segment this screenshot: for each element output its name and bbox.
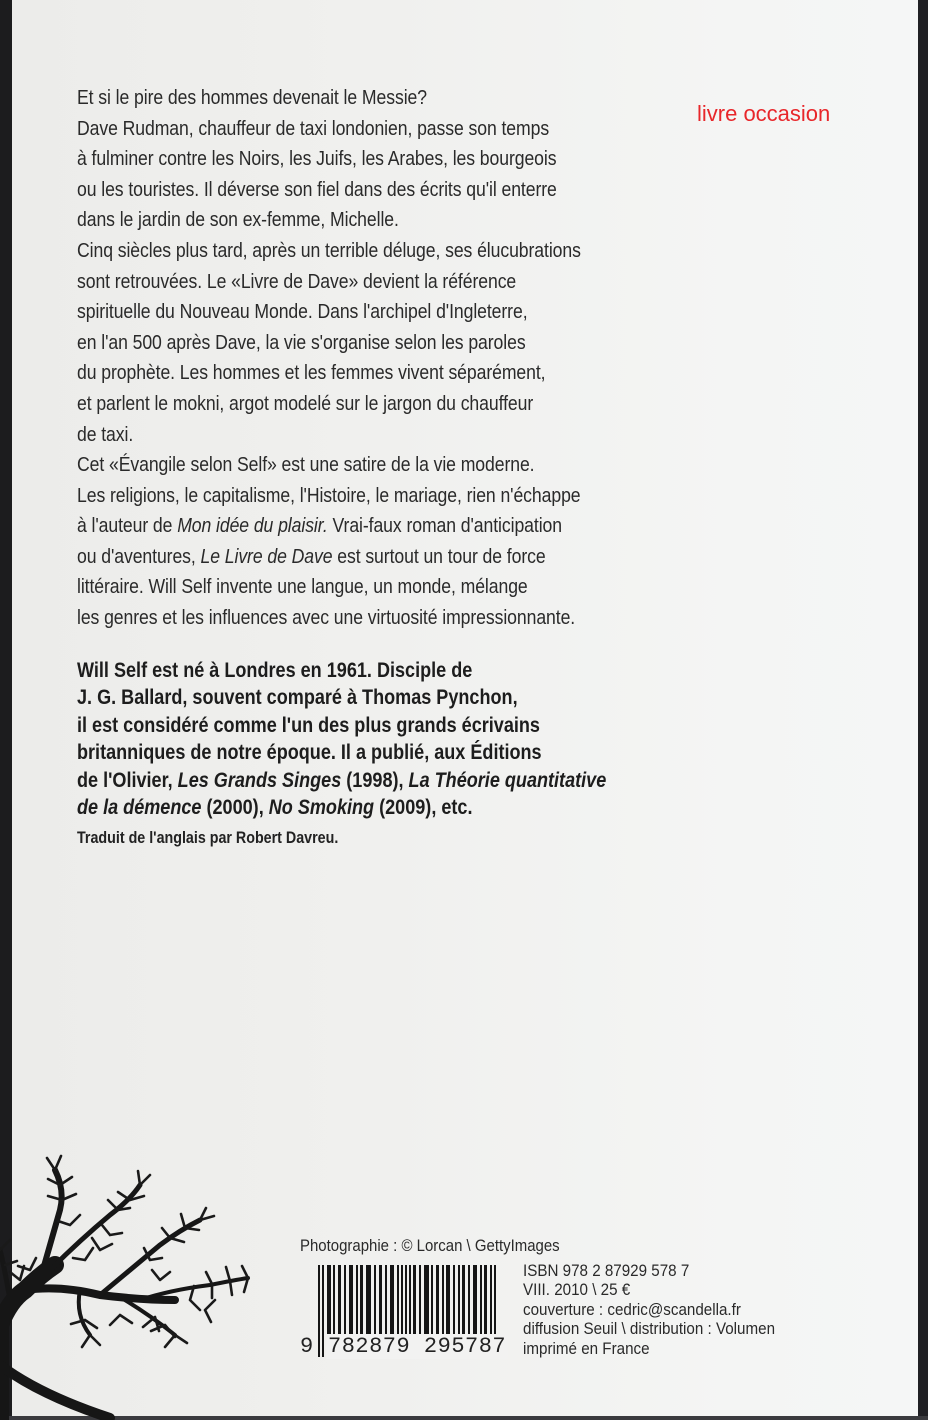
printed-in: imprimé en France xyxy=(523,1339,650,1358)
blurb-line: Cet «Évangile selon Self» est une satire de la vie moderne. xyxy=(77,453,535,476)
cover-credit: couverture : cedric@scandella.fr xyxy=(523,1300,741,1319)
publication-info xyxy=(523,1262,775,1359)
text-run: ou d'aventures, xyxy=(77,544,201,568)
blurb-line xyxy=(77,511,581,542)
book-right-edge xyxy=(918,0,928,1420)
text-run: (1998), xyxy=(341,768,409,792)
book-title: Les Grands Singes xyxy=(177,768,342,792)
book-title: Mon idée du plaisir. xyxy=(177,514,328,538)
translation-credit: Traduit de l'anglais par Robert Davreu. xyxy=(77,828,339,847)
blurb-line: Cinq siècles plus tard, après un terrible déluge, ses élucubrations xyxy=(77,238,581,262)
barcode-lead-digit: 9 xyxy=(300,1334,314,1359)
blurb-line: Dave Rudman, chauffeur de taxi londonien, passe son temps xyxy=(77,116,550,140)
author-bio xyxy=(77,657,606,821)
blurb-line: les genres et les influences avec une virtuosité impressionnante. xyxy=(77,605,576,629)
book-title: Le Livre de Dave xyxy=(200,544,333,568)
blurb-line: du prophète. Les hommes et les femmes vivent séparément, xyxy=(77,361,546,385)
tree-silhouette-icon xyxy=(0,1150,260,1420)
blurb-line: à fulminer contre les Noirs, les Juifs, les Arabes, les bourgeois xyxy=(77,147,557,171)
blurb-paragraph-1 xyxy=(77,83,581,450)
text-run: (2009), etc. xyxy=(374,796,473,820)
photo-credit: Photographie : © Lorcan \ GettyImages xyxy=(300,1236,560,1255)
blurb-line: littéraire. Will Self invente une langue, un monde, mélange xyxy=(77,575,528,599)
used-book-stamp: livre occasion xyxy=(697,101,831,126)
barcode-digits: 782879 295787 xyxy=(328,1334,507,1359)
blurb-line: Et si le pire des hommes devenait le Messie? xyxy=(77,86,427,109)
blurb-line: spirituelle du Nouveau Monde. Dans l'archipel d'Ingleterre, xyxy=(77,300,528,324)
blurb-paragraph-2 xyxy=(77,450,581,634)
bio-line: il est considéré comme l'un des plus grands écrivains xyxy=(77,713,540,737)
bio-line xyxy=(77,794,606,821)
text-run: est surtout un tour de force xyxy=(332,544,546,568)
blurb-line xyxy=(77,542,581,573)
text-run: (2000), xyxy=(201,796,269,820)
book-title: La Théorie quantitative xyxy=(408,768,607,792)
blurb-line: en l'an 500 après Dave, la vie s'organise selon les paroles xyxy=(77,330,526,354)
text-run: à l'auteur de xyxy=(77,514,178,538)
blurb-line: de taxi. xyxy=(77,422,134,446)
blurb-line: et parlent le mokni, argot modelé sur le jargon du chauffeur xyxy=(77,391,534,415)
bio-line: J. G. Ballard, souvent comparé à Thomas Pynchon, xyxy=(77,686,518,710)
bio-line: britanniques de notre époque. Il a publié, aux Éditions xyxy=(77,741,542,765)
isbn: ISBN 978 2 87929 578 7 xyxy=(523,1262,690,1280)
text-run: de l'Olivier, xyxy=(77,768,178,792)
blurb-line: ou les touristes. Il déverse son fiel dans des écrits qu'il enterre xyxy=(77,177,557,201)
distribution-info: diffusion Seuil \ distribution : Volumen xyxy=(523,1320,776,1339)
bio-line xyxy=(77,767,606,794)
bio-line: Will Self est né à Londres en 1961. Disciple de xyxy=(77,659,473,682)
text-run: Vrai-faux roman d'anticipation xyxy=(327,514,562,538)
blurb-line: Les religions, le capitalisme, l'Histoire, le mariage, rien n'échappe xyxy=(77,483,581,507)
date-price: VIII. 2010 \ 25 € xyxy=(523,1281,631,1300)
blurb-line: dans le jardin de son ex-femme, Michelle. xyxy=(77,208,399,232)
book-title: No Smoking xyxy=(268,796,375,820)
blurb-line: sont retrouvées. Le «Livre de Dave» devient la référence xyxy=(77,269,517,293)
book-title: de la démence xyxy=(77,796,202,820)
